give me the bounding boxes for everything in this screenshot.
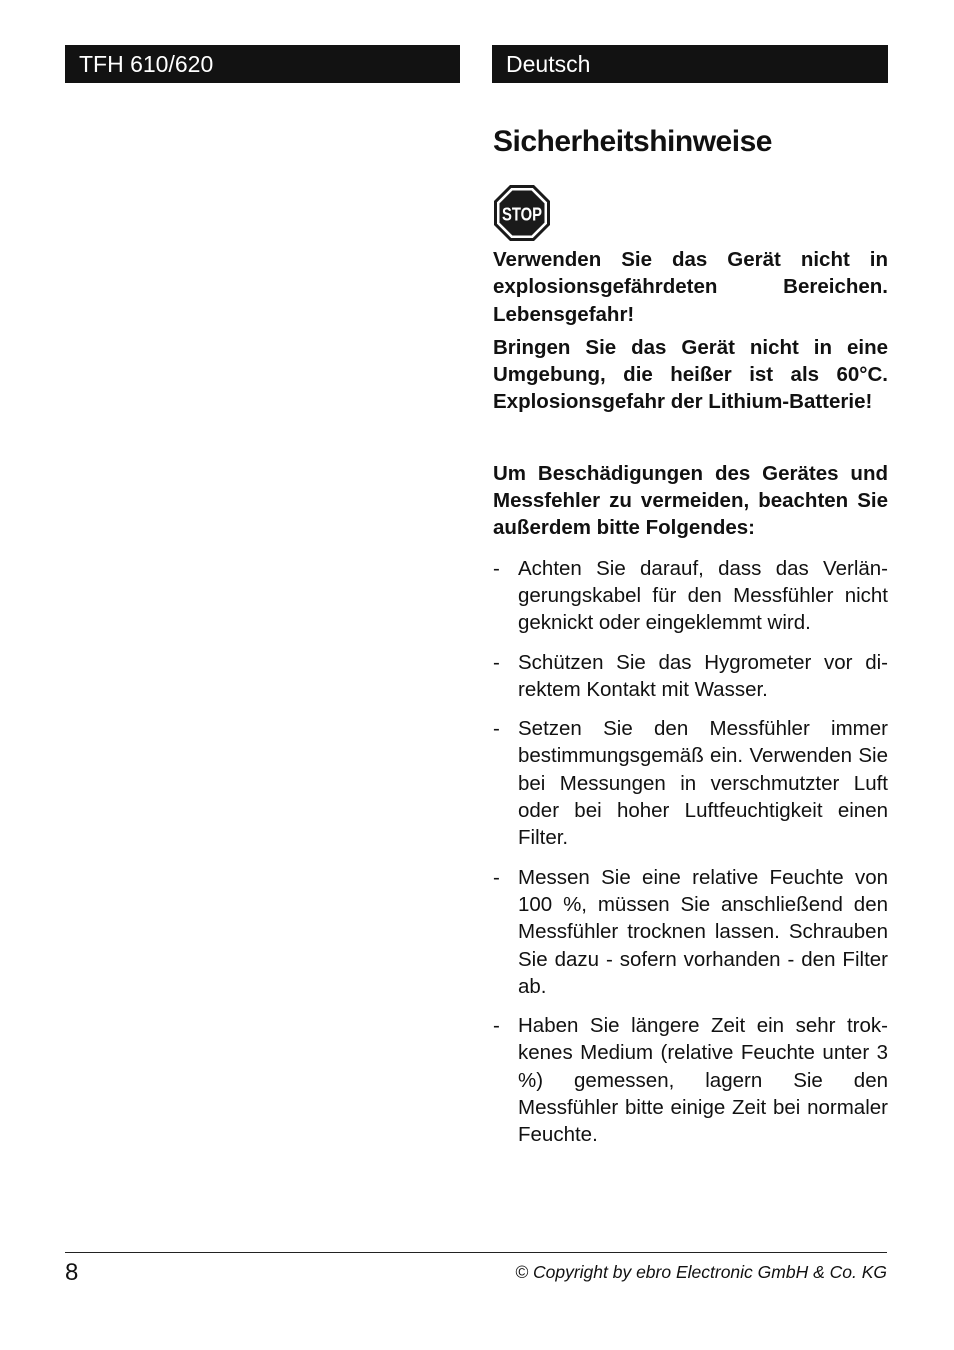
list-item: - Achten Sie darauf, dass das Verlängerungskabel für den Messfühler nicht geknickt oder eingeklemmt wird. [493,555,888,637]
list-item: - Schützen Sie das Hygrometer vor direktem Kontakt mit Wasser. [493,649,888,704]
safety-section [493,120,888,1161]
instructions-lead: Um Beschädigungen des Gerätes und Messfehler zu vermeiden, beachten Sie außerdem bitte Folgendes: [493,461,888,540]
list-item: - Haben Sie längere Zeit ein sehr trokkenes Medium (relative Feuchte unter 3 %) gemessen, lagern Sie den Messfühler bitte einige Zeit bei normaler Feuchte. [493,1012,888,1148]
instruction-list [493,555,888,1149]
copyright-notice: © Copyright by ebro Electronic GmbH & Co. KG [515,1262,887,1282]
list-item: - Messen Sie eine relative Feuchte von 100 %, müssen Sie anschließend den Messfühler trocknen lassen. Schrauben Sie dazu - sofern vorhanden - den Filter ab. [493,864,888,1000]
page-number: 8 [65,1259,79,1286]
section-title: Sicherheitshinweise [493,125,772,158]
warning-paragraph: Verwenden Sie das Gerät nicht in explosionsgefährdeten Bereichen. Lebensgefahr! [493,248,888,326]
header-product-title: TFH 610/620 [65,45,460,83]
warning-paragraph: Bringen Sie das Gerät nicht in eine Umgebung, die heißer ist als 60°C. Explosionsgefahr der Lithium-Batterie! [493,335,888,414]
list-item: - Setzen Sie den Messfühler immer bestimmungsgemäß ein. Verwenden Sie bei Messungen in verschmutzter Luft oder bei hoher Luftfeuchtigkeit einen Filter. [493,715,888,851]
footer-divider [65,1252,887,1253]
stop-sign-label: STOP [502,204,542,225]
stop-sign-icon [493,184,551,242]
header-language: Deutsch [492,45,888,83]
